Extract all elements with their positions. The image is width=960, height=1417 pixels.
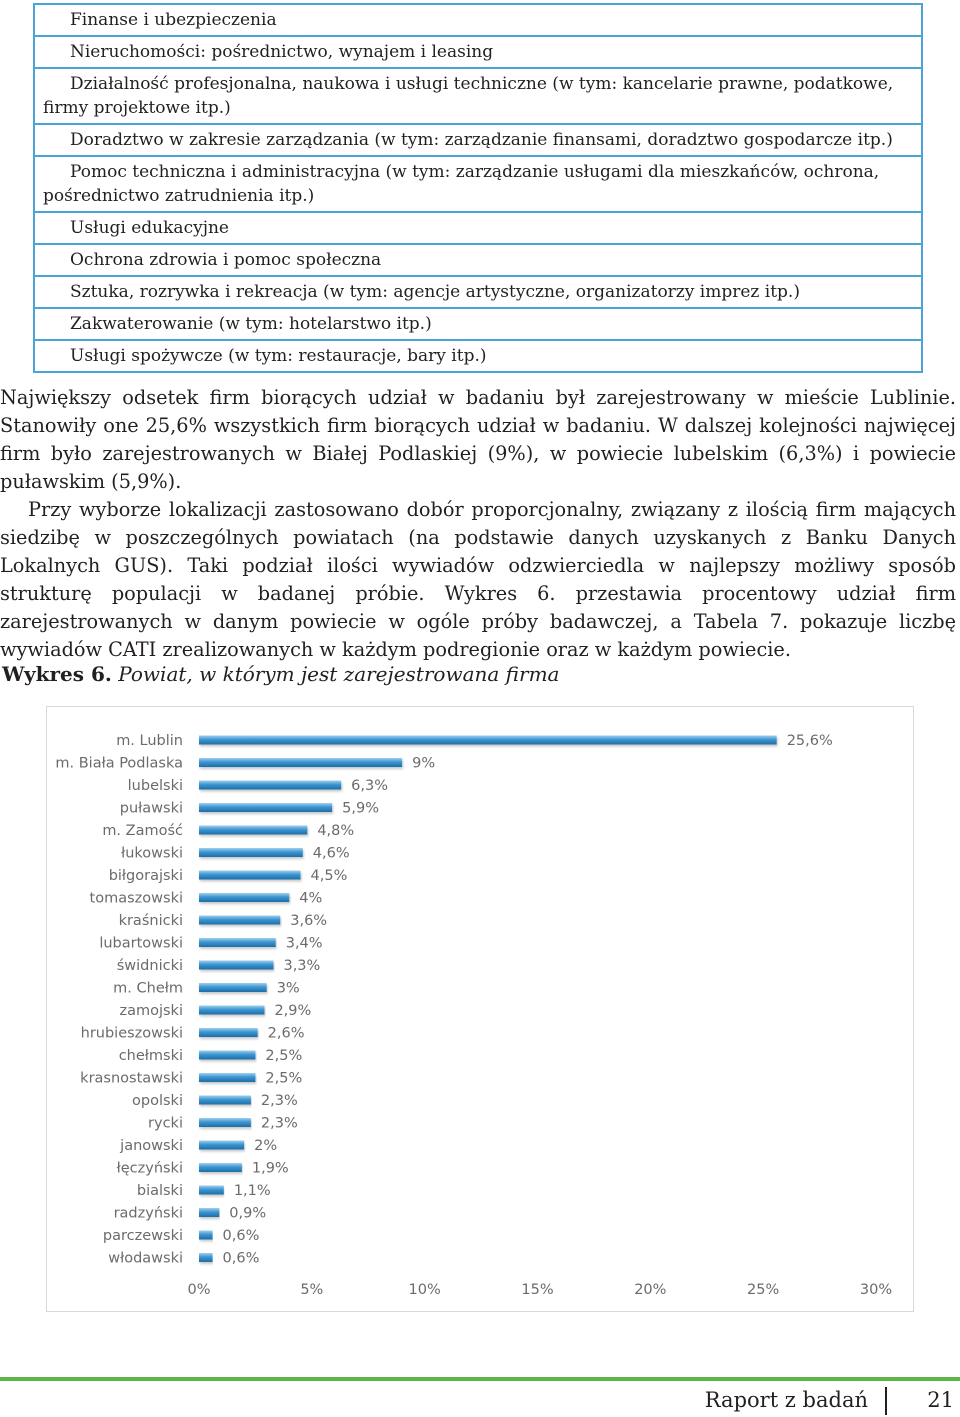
table-row: [34, 4, 922, 36]
bar: [199, 803, 332, 812]
value-label: 5,9%: [342, 800, 379, 817]
bar: [199, 1051, 255, 1060]
figure-caption: [2, 660, 559, 688]
body-paragraph-2: Przy wyborze lokalizacji zastosowano dobór proporcjonalny, związany z ilością firm mających siedzibę w poszczególnych powiatach (na podstawie danych uzyskanych z Banku Danych Lokalnych GUS). Taki podział ilości wywiadów odzwierciedla w najlepszy możliwy sposób strukturę populacji w badanej próbie. Wykres 6. przestawia procentowy udział firm zarejestrowanych w danym powiecie w ogóle próby badawczej, a Tabela 7. pokazuje liczbę wywiadów CATI zrealizowanych w każdym podregionie oraz w każdym powiecie.: [0, 498, 956, 661]
value-label: 0,9%: [229, 1205, 267, 1222]
value-label: 2,3%: [260, 1115, 298, 1132]
value-label: 1,1%: [233, 1183, 271, 1199]
value-label: 3%: [276, 980, 300, 997]
value-label: 3,6%: [290, 913, 328, 929]
category-label: włodawski: [108, 1250, 183, 1267]
sector-categories-table: [33, 3, 923, 373]
table-cell: Usługi spożywcze (w tym: restauracje, bary itp.): [34, 340, 922, 372]
table-cell: Sztuka, rozrywka i rekreacja (w tym: agencje artystyczne, organizatorzy imprez itp.): [34, 276, 922, 308]
table-row: [34, 124, 922, 156]
table-row: [34, 340, 922, 372]
value-label: 25,6%: [786, 733, 833, 749]
value-label: 2%: [254, 1138, 278, 1154]
category-label: parczewski: [102, 1228, 183, 1244]
value-label: 3,3%: [283, 958, 321, 974]
table-row: [34, 68, 922, 124]
x-tick-label: 15%: [521, 1282, 554, 1298]
value-label: 3,4%: [285, 935, 323, 952]
body-text: [0, 384, 956, 664]
category-label: puławski: [119, 800, 183, 817]
table-row: [34, 156, 922, 212]
category-label: świdnicki: [116, 958, 183, 974]
bar: [199, 1163, 242, 1172]
bar: [199, 1073, 255, 1082]
bar: [199, 871, 301, 880]
x-tick-label: 25%: [747, 1282, 780, 1298]
x-tick-label: 20%: [634, 1282, 667, 1298]
value-label: 2,5%: [265, 1070, 303, 1087]
footer-report-title: Raport z badań: [704, 1388, 868, 1412]
category-label: bialski: [136, 1183, 183, 1199]
category-label: lubelski: [127, 778, 183, 794]
category-label: m. Lublin: [116, 733, 183, 749]
category-label: opolski: [132, 1093, 183, 1109]
category-label: biłgorajski: [108, 868, 183, 884]
value-label: 9%: [412, 755, 436, 772]
table-cell: Nieruchomości: pośrednictwo, wynajem i leasing: [34, 36, 922, 68]
figure-caption-title: Powiat, w którym jest zarejestrowana firma: [118, 662, 560, 686]
category-label: radzyński: [113, 1205, 183, 1222]
category-label: hrubieszowski: [80, 1025, 183, 1042]
value-label: 0,6%: [222, 1228, 260, 1244]
x-tick-label: 30%: [859, 1282, 893, 1298]
figure-caption-label: Wykres 6.: [2, 662, 112, 686]
category-label: krasnostawski: [80, 1070, 183, 1087]
bar: [199, 1028, 258, 1037]
footer-rule: [0, 1377, 960, 1381]
bar: [199, 826, 307, 835]
x-tick-label: 5%: [300, 1282, 324, 1298]
table-cell: Zakwaterowanie (w tym: hotelarstwo itp.): [34, 308, 922, 340]
category-label: zamojski: [119, 1003, 183, 1019]
value-label: 2,3%: [260, 1093, 298, 1109]
bar: [199, 1096, 251, 1105]
bar: [199, 916, 280, 925]
bar: [199, 1006, 264, 1015]
bar: [199, 1231, 213, 1240]
table-cell: Ochrona zdrowia i pomoc społeczna: [34, 244, 922, 276]
category-label: kraśnicki: [118, 913, 183, 929]
table-cell: Usługi edukacyjne: [34, 212, 922, 244]
table-row: [34, 212, 922, 244]
x-tick-label: 0%: [187, 1282, 211, 1298]
category-label: lubartowski: [99, 935, 183, 952]
category-label: m. Chełm: [113, 980, 183, 997]
category-label: m. Biała Podlaska: [55, 755, 183, 772]
value-label: 6,3%: [351, 778, 389, 794]
value-label: 4,5%: [310, 868, 348, 884]
category-label: łukowski: [121, 845, 183, 862]
page-number: 21: [927, 1388, 954, 1412]
bar: [199, 758, 402, 767]
table-cell: Działalność profesjonalna, naukowa i usługi techniczne (w tym: kancelarie prawne, podatkowe, firmy projektowe itp.): [34, 68, 922, 124]
chart-frame: [46, 706, 914, 1312]
table-cell: Pomoc techniczna i administracyjna (w tym: zarządzanie usługami dla mieszkańców, ochrona, pośrednictwo zatrudnienia itp.): [34, 156, 922, 212]
bar: [199, 1141, 244, 1150]
bar: [199, 1253, 213, 1262]
category-label: m. Zamość: [102, 823, 183, 839]
bar-chart: [47, 707, 913, 1311]
body-paragraph-1: Największy odsetek firm biorących udział w badaniu był zarejestrowany w mieście Lublinie. Stanowiły one 25,6% wszystkich firm biorących udział w badaniu. W dalszej kolejności najwięcej firm było zarejestrowanych w Białej Podlaskiej (9%), w powiecie lubelskim (6,3%) i powiecie puławskim (5,9%).: [0, 386, 956, 493]
bar: [199, 1118, 251, 1127]
bar: [199, 1186, 224, 1195]
value-label: 4,8%: [317, 823, 355, 839]
category-label: tomaszowski: [89, 890, 183, 907]
table-cell: Doradztwo w zakresie zarządzania (w tym: zarządzanie finansami, doradztwo gospodarcze itp.): [34, 124, 922, 156]
value-label: 0,6%: [222, 1250, 260, 1267]
bar: [199, 983, 267, 992]
bar: [199, 736, 777, 745]
bar: [199, 938, 276, 947]
value-label: 2,6%: [267, 1025, 305, 1042]
bar: [199, 961, 273, 970]
table-row: [34, 276, 922, 308]
category-label: łęczyński: [116, 1160, 183, 1177]
category-label: janowski: [120, 1138, 183, 1154]
category-label: rycki: [148, 1115, 183, 1132]
x-tick-label: 10%: [408, 1282, 441, 1298]
table-row: [34, 36, 922, 68]
table-row: [34, 308, 922, 340]
value-label: 1,9%: [251, 1160, 289, 1177]
value-label: 2,5%: [265, 1048, 303, 1064]
bar: [199, 848, 303, 857]
value-label: 2,9%: [274, 1003, 312, 1019]
table-row: [34, 244, 922, 276]
category-label: chełmski: [118, 1048, 183, 1064]
bar: [199, 781, 341, 790]
bar: [199, 1208, 219, 1217]
value-label: 4,6%: [312, 845, 350, 862]
footer-separator: [885, 1387, 887, 1415]
table-cell: Finanse i ubezpieczenia: [34, 4, 922, 36]
bar: [199, 893, 289, 902]
value-label: 4%: [299, 890, 323, 907]
